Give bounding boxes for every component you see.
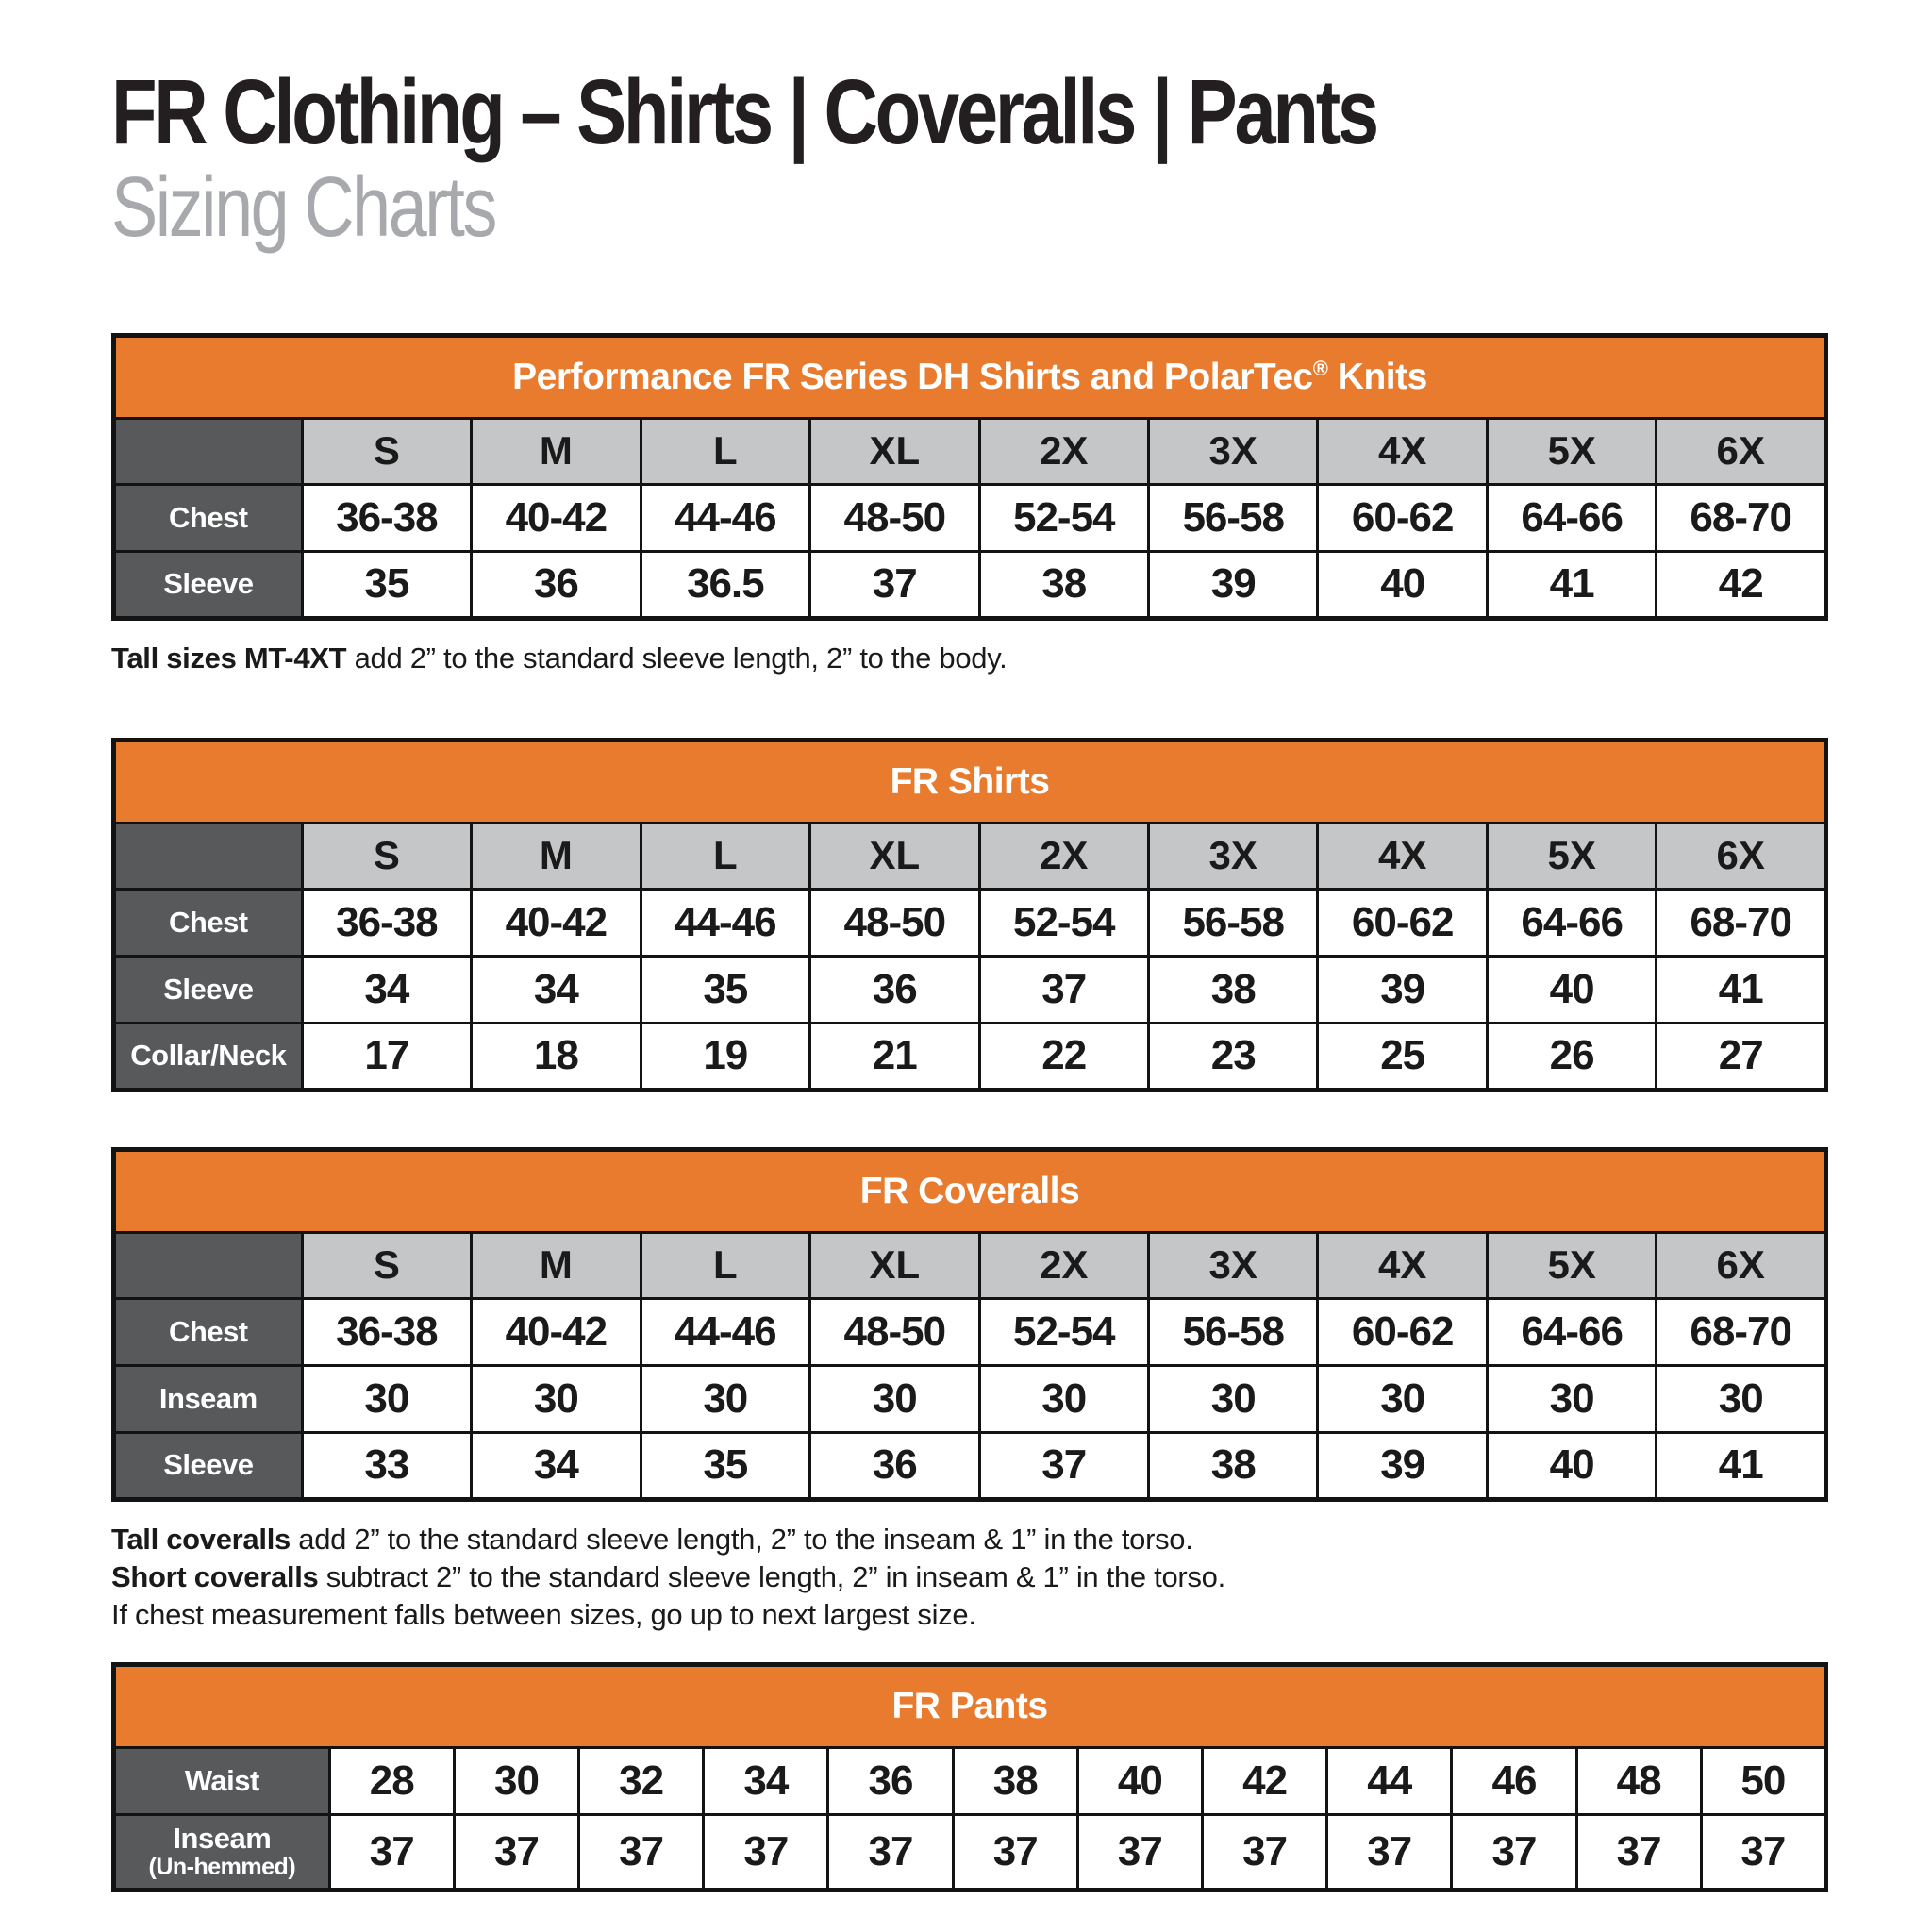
value-cell: 30 xyxy=(810,1365,979,1432)
value-cell: 22 xyxy=(979,1023,1148,1090)
value-cell: 68-70 xyxy=(1657,1298,1826,1365)
value-cell: 40 xyxy=(1487,956,1656,1023)
value-cell: 30 xyxy=(302,1365,471,1432)
value-cell: 30 xyxy=(1148,1365,1317,1432)
value-cell: 37 xyxy=(1701,1814,1825,1890)
value-cell: 30 xyxy=(454,1747,578,1814)
size-header-4x: 4X xyxy=(1318,418,1487,484)
size-header-2x: 2X xyxy=(979,418,1148,484)
row-label: Chest xyxy=(114,1298,303,1365)
value-cell: 36-38 xyxy=(302,889,471,956)
value-cell: 34 xyxy=(472,1432,641,1499)
value-cell: 36 xyxy=(810,956,979,1023)
row-label: Chest xyxy=(114,889,303,956)
value-cell: 41 xyxy=(1657,956,1826,1023)
value-cell: 68-70 xyxy=(1657,484,1826,551)
value-cell: 37 xyxy=(953,1814,1077,1890)
row-chest xyxy=(114,1298,1826,1365)
value-cell: 42 xyxy=(1657,551,1826,618)
value-cell: 52-54 xyxy=(979,484,1148,551)
value-cell: 36 xyxy=(828,1747,953,1814)
value-cell: 37 xyxy=(1576,1814,1701,1890)
value-cell: 68-70 xyxy=(1657,889,1826,956)
value-cell: 36-38 xyxy=(302,1298,471,1365)
value-cell: 21 xyxy=(810,1023,979,1090)
size-header-6x: 6X xyxy=(1657,418,1826,484)
value-cell: 28 xyxy=(329,1747,454,1814)
value-cell: 41 xyxy=(1487,551,1656,618)
row-chest xyxy=(114,484,1826,551)
row-label: Waist xyxy=(114,1747,330,1814)
note-text-bold: Tall sizes MT-4XT xyxy=(111,641,347,675)
value-cell: 60-62 xyxy=(1318,889,1487,956)
value-cell: 38 xyxy=(953,1747,1077,1814)
size-header-row xyxy=(114,418,1826,484)
value-cell: 36.5 xyxy=(641,551,809,618)
value-cell: 36-38 xyxy=(302,484,471,551)
row-collar-neck xyxy=(114,1023,1826,1090)
value-cell: 52-54 xyxy=(979,889,1148,956)
value-cell: 37 xyxy=(704,1814,828,1890)
row-label: Chest xyxy=(114,484,303,551)
value-cell: 26 xyxy=(1487,1023,1656,1090)
value-cell: 38 xyxy=(979,551,1148,618)
value-cell: 48-50 xyxy=(810,484,979,551)
value-cell: 30 xyxy=(1487,1365,1656,1432)
value-cell: 23 xyxy=(1148,1023,1317,1090)
row-label: Inseam (Un-hemmed) xyxy=(114,1814,330,1890)
value-cell: 60-62 xyxy=(1318,484,1487,551)
value-cell: 48-50 xyxy=(810,889,979,956)
row-chest xyxy=(114,889,1826,956)
section-fr-coveralls xyxy=(111,1147,1828,1634)
size-header-5x: 5X xyxy=(1487,418,1656,484)
value-cell: 37 xyxy=(1452,1814,1576,1890)
section-fr-shirts xyxy=(111,738,1828,1092)
size-header-2x: 2X xyxy=(979,823,1148,889)
size-header-m: M xyxy=(472,418,641,484)
note-line xyxy=(111,640,1828,677)
value-cell: 37 xyxy=(810,551,979,618)
section-fr-pants xyxy=(111,1662,1828,1892)
value-cell: 18 xyxy=(472,1023,641,1090)
value-cell: 36 xyxy=(472,551,641,618)
value-cell: 56-58 xyxy=(1148,484,1317,551)
value-cell: 40 xyxy=(1487,1432,1656,1499)
value-cell: 56-58 xyxy=(1148,1298,1317,1365)
value-cell: 27 xyxy=(1657,1023,1826,1090)
value-cell: 37 xyxy=(979,1432,1148,1499)
size-header-xl: XL xyxy=(810,418,979,484)
value-cell: 30 xyxy=(1318,1365,1487,1432)
registered-mark: ® xyxy=(1312,356,1328,380)
value-cell: 37 xyxy=(828,1814,953,1890)
value-cell: 37 xyxy=(1203,1814,1327,1890)
notes-fr-coveralls xyxy=(111,1521,1828,1634)
note-text: add 2” to the standard sleeve length, 2” to the inseam & 1” in the torso. xyxy=(290,1522,1193,1556)
value-cell: 19 xyxy=(641,1023,809,1090)
size-header-2x: 2X xyxy=(979,1232,1148,1298)
size-header-3x: 3X xyxy=(1148,1232,1317,1298)
table-fr-coveralls xyxy=(111,1147,1828,1502)
value-cell: 39 xyxy=(1148,551,1317,618)
value-cell: 38 xyxy=(1148,956,1317,1023)
value-cell: 40 xyxy=(1077,1747,1202,1814)
value-cell: 34 xyxy=(472,956,641,1023)
size-header-l: L xyxy=(641,823,809,889)
table-title-fr-pants: FR Pants xyxy=(114,1664,1826,1747)
size-header-s: S xyxy=(302,823,471,889)
size-header-6x: 6X xyxy=(1657,823,1826,889)
size-header-row xyxy=(114,823,1826,889)
value-cell: 50 xyxy=(1701,1747,1825,1814)
row-label: Collar/Neck xyxy=(114,1023,303,1090)
size-header-l: L xyxy=(641,418,809,484)
row-inseam xyxy=(114,1365,1826,1432)
value-cell: 44-46 xyxy=(641,889,809,956)
note-text-bold: Tall coveralls xyxy=(111,1522,291,1556)
value-cell: 52-54 xyxy=(979,1298,1148,1365)
size-header-m: M xyxy=(472,1232,641,1298)
size-header-xl: XL xyxy=(810,1232,979,1298)
row-label: Sleeve xyxy=(114,956,303,1023)
size-header-row xyxy=(114,1232,1826,1298)
value-cell: 56-58 xyxy=(1148,889,1317,956)
value-cell: 40-42 xyxy=(472,1298,641,1365)
note-text-bold: Short coveralls xyxy=(111,1559,319,1593)
value-cell: 44-46 xyxy=(641,1298,809,1365)
row-inseam xyxy=(114,1814,1826,1890)
page-subtitle: Sizing Charts xyxy=(111,159,495,255)
size-header-xl: XL xyxy=(810,823,979,889)
row-label: Inseam xyxy=(114,1365,303,1432)
value-cell: 37 xyxy=(329,1814,454,1890)
size-header-5x: 5X xyxy=(1487,1232,1656,1298)
value-cell: 40-42 xyxy=(472,889,641,956)
value-cell: 35 xyxy=(641,1432,809,1499)
row-sleeve xyxy=(114,551,1826,618)
size-header-4x: 4X xyxy=(1318,823,1487,889)
note-text: add 2” to the standard sleeve length, 2” to the body. xyxy=(346,641,1008,675)
value-cell: 34 xyxy=(704,1747,828,1814)
value-cell: 30 xyxy=(979,1365,1148,1432)
size-header-s: S xyxy=(302,1232,471,1298)
value-cell: 38 xyxy=(1148,1432,1317,1499)
value-cell: 40 xyxy=(1318,551,1487,618)
row-label: Sleeve xyxy=(114,1432,303,1499)
value-cell: 46 xyxy=(1452,1747,1576,1814)
value-cell: 44-46 xyxy=(641,484,809,551)
size-header-m: M xyxy=(472,823,641,889)
note-text: subtract 2” to the standard sleeve length, 2” in inseam & 1” in the torso. xyxy=(318,1559,1225,1593)
size-header-3x: 3X xyxy=(1148,823,1317,889)
row-sublabel: (Un-hemmed) xyxy=(148,1854,296,1881)
note-line xyxy=(111,1521,1828,1558)
value-cell: 33 xyxy=(302,1432,471,1499)
page-header xyxy=(111,60,1828,255)
row-sleeve xyxy=(114,1432,1826,1499)
table-title-performance-fr: Performance FR Series DH Shirts and PolarTec® Knits xyxy=(114,335,1826,418)
table-fr-pants xyxy=(111,1662,1828,1892)
table-title-fr-shirts: FR Shirts xyxy=(114,740,1826,823)
corner-cell xyxy=(114,823,303,889)
value-cell: 39 xyxy=(1318,956,1487,1023)
size-header-s: S xyxy=(302,418,471,484)
value-cell: 41 xyxy=(1657,1432,1826,1499)
value-cell: 35 xyxy=(641,956,809,1023)
corner-cell xyxy=(114,1232,303,1298)
value-cell: 25 xyxy=(1318,1023,1487,1090)
value-cell: 17 xyxy=(302,1023,471,1090)
table-performance-fr xyxy=(111,333,1828,621)
table-fr-shirts xyxy=(111,738,1828,1092)
value-cell: 35 xyxy=(302,551,471,618)
size-header-5x: 5X xyxy=(1487,823,1656,889)
value-cell: 36 xyxy=(810,1432,979,1499)
value-cell: 64-66 xyxy=(1487,889,1656,956)
tables-container xyxy=(111,333,1828,1892)
section-performance-fr xyxy=(111,333,1828,677)
size-header-3x: 3X xyxy=(1148,418,1317,484)
value-cell: 34 xyxy=(302,956,471,1023)
value-cell: 42 xyxy=(1203,1747,1327,1814)
note-line xyxy=(111,1558,1828,1596)
value-cell: 48 xyxy=(1576,1747,1701,1814)
size-header-6x: 6X xyxy=(1657,1232,1826,1298)
page-title: FR Clothing – Shirts | Coveralls | Pants xyxy=(111,60,1376,163)
value-cell: 48-50 xyxy=(810,1298,979,1365)
value-cell: 30 xyxy=(472,1365,641,1432)
value-cell: 64-66 xyxy=(1487,484,1656,551)
row-sleeve xyxy=(114,956,1826,1023)
size-header-l: L xyxy=(641,1232,809,1298)
value-cell: 37 xyxy=(979,956,1148,1023)
row-label: Sleeve xyxy=(114,551,303,618)
note-line xyxy=(111,1596,1828,1634)
table-title-fr-coveralls: FR Coveralls xyxy=(114,1149,1826,1232)
value-cell: 44 xyxy=(1327,1747,1452,1814)
value-cell: 37 xyxy=(579,1814,704,1890)
value-cell: 32 xyxy=(579,1747,704,1814)
value-cell: 64-66 xyxy=(1487,1298,1656,1365)
value-cell: 30 xyxy=(641,1365,809,1432)
value-cell: 60-62 xyxy=(1318,1298,1487,1365)
value-cell: 30 xyxy=(1657,1365,1826,1432)
value-cell: 37 xyxy=(1327,1814,1452,1890)
note-text: If chest measurement falls between sizes, go up to next largest size. xyxy=(111,1597,976,1631)
size-header-4x: 4X xyxy=(1318,1232,1487,1298)
row-waist xyxy=(114,1747,1826,1814)
notes-performance-fr xyxy=(111,640,1828,677)
value-cell: 40-42 xyxy=(472,484,641,551)
value-cell: 37 xyxy=(1077,1814,1202,1890)
corner-cell xyxy=(114,418,303,484)
value-cell: 37 xyxy=(454,1814,578,1890)
value-cell: 39 xyxy=(1318,1432,1487,1499)
